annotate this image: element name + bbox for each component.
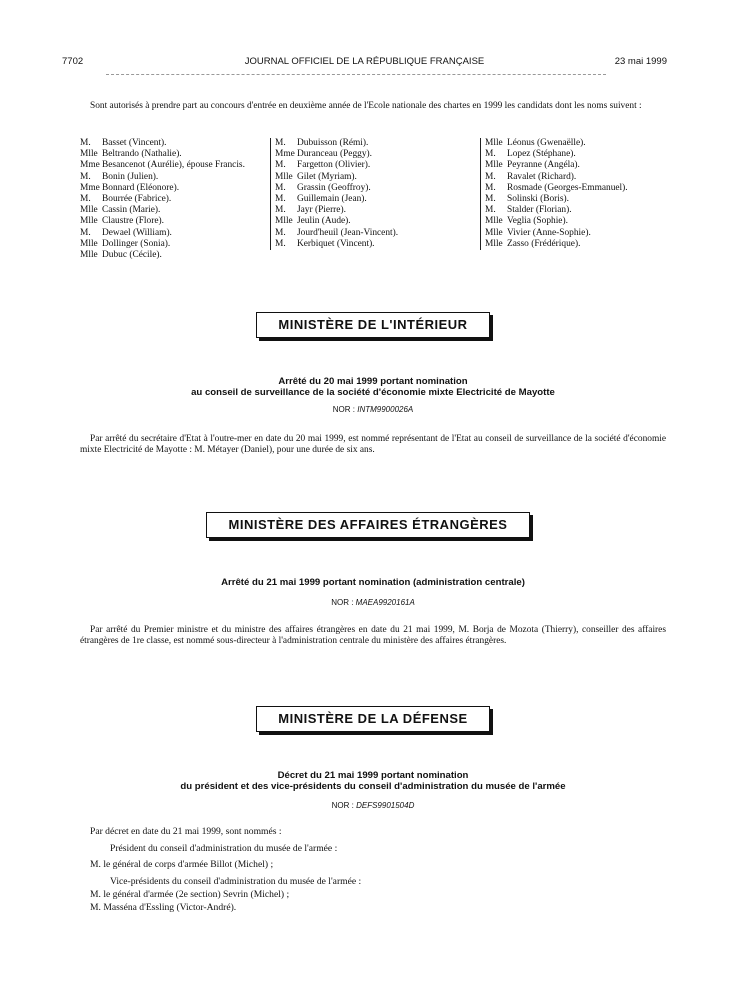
- candidate-name: Beltrando (Nathalie).: [102, 149, 182, 160]
- candidate-title: M.: [80, 194, 91, 205]
- candidate-title: Mlle: [485, 227, 503, 238]
- candidate-name: Léonus (Gwenaëlle).: [507, 138, 586, 148]
- arrete-interieur-body: Par arrêté du secrétaire d'Etat à l'outre-mer en date du 20 mai 1999, est nommé représentant de l'Etat au conseil de surveillance de la société d'économie mixte Electricité de Mayotte : M. Métayer (Daniel), pour une durée de six ans.: [80, 434, 666, 456]
- candidate-row: [485, 216, 628, 227]
- candidate-row: [485, 205, 628, 216]
- candidate-name: Kerbiquet (Vincent).: [297, 238, 375, 249]
- decret-line-2: Président du conseil d'administration du musée de l'armée :: [110, 843, 338, 854]
- arrete-interieur-title-2: au conseil de surveillance de la société d'économie mixte Electricité de Mayotte: [191, 387, 555, 398]
- candidate-row: [80, 250, 245, 261]
- candidate-title: M.: [485, 171, 496, 182]
- candidate-name: Vivier (Anne-Sophie).: [507, 227, 591, 238]
- nor-label: NOR :: [332, 405, 355, 414]
- candidate-name: Basset (Vincent).: [102, 138, 167, 148]
- candidate-title: M.: [275, 160, 286, 171]
- nor-defense: [80, 801, 666, 810]
- candidate-title: M.: [485, 182, 496, 193]
- candidate-name: Gilet (Myriam).: [297, 171, 357, 182]
- candidate-row: [275, 194, 398, 205]
- candidate-column-2: [270, 138, 398, 250]
- nor-code: INTM9900026A: [357, 405, 414, 414]
- candidate-row: [80, 216, 245, 227]
- decret-line-5: M. le général d'armée (2e section) Sevrin (Michel) ;: [90, 889, 290, 900]
- candidate-name: Jourd'heuil (Jean-Vincent).: [297, 227, 399, 238]
- candidate-name: Stalder (Florian).: [507, 205, 572, 216]
- candidate-name: Dewael (William).: [102, 227, 172, 238]
- candidate-name: Bourrée (Fabrice).: [102, 194, 172, 205]
- decret-line-3: M. le général de corps d'armée Billot (Michel) ;: [90, 859, 274, 870]
- decret-line-6: M. Masséna d'Essling (Victor-André).: [90, 902, 237, 913]
- candidate-title: Mlle: [275, 216, 293, 227]
- decret-defense-title-2: du président et des vice-présidents du conseil d'administration du musée de l'armée: [180, 781, 566, 792]
- candidate-row: [485, 149, 628, 160]
- candidate-name: Cassin (Marie).: [102, 205, 161, 216]
- candidate-title: Mlle: [80, 238, 98, 249]
- candidate-title: Mlle: [485, 138, 503, 148]
- candidate-row: [275, 216, 398, 227]
- candidate-title: Mlle: [80, 149, 98, 160]
- candidate-row: [275, 239, 398, 250]
- candidate-name: Besancenot (Aurélie), épouse Francis.: [102, 160, 245, 171]
- candidate-name: Grassin (Geoffroy).: [297, 182, 371, 193]
- candidate-row: [485, 138, 628, 149]
- candidate-row: [275, 160, 398, 171]
- candidate-title: M.: [80, 227, 91, 238]
- arrete-etrangeres-body: Par arrêté du Premier ministre et du ministre des affaires étrangères en date du 21 mai 1999, M. Borja de Mozota (Thierry), conseiller des affaires étrangères de 1re classe, est nommé sous-directeur à l'administration centrale du ministère des affaires étrangères.: [80, 625, 666, 647]
- candidate-name: Jeulin (Aude).: [297, 216, 351, 227]
- candidate-title: Mlle: [485, 238, 503, 249]
- candidate-row: [485, 194, 628, 205]
- candidate-name: Veglia (Sophie).: [507, 216, 568, 227]
- candidate-title: Mlle: [275, 171, 293, 182]
- candidate-title: Mlle: [80, 216, 98, 227]
- decret-line-4: Vice-présidents du conseil d'administration du musée de l'armée :: [110, 876, 362, 887]
- decret-defense-title-1: Décret du 21 mai 1999 portant nomination: [277, 770, 469, 781]
- candidate-title: M.: [275, 227, 286, 238]
- candidate-title: M.: [275, 205, 286, 216]
- candidate-row: [80, 205, 245, 216]
- candidate-name: Guillemain (Jean).: [297, 194, 367, 205]
- candidate-row: [275, 149, 398, 160]
- ministry-etrangeres-heading: MINISTÈRE DES AFFAIRES ÉTRANGÈRES: [206, 512, 530, 538]
- candidate-row: [485, 172, 628, 183]
- candidate-title: M.: [275, 138, 286, 148]
- candidate-title: M.: [275, 194, 286, 205]
- nor-code: DEFS9901504D: [356, 801, 415, 810]
- journal-title: JOURNAL OFFICIEL DE LA RÉPUBLIQUE FRANÇAISE: [244, 56, 485, 67]
- candidate-row: [80, 194, 245, 205]
- candidate-title: Mme: [80, 182, 100, 193]
- candidate-title: M.: [80, 138, 91, 148]
- header-rule: [106, 74, 606, 75]
- candidate-title: M.: [80, 171, 91, 182]
- candidate-row: [485, 160, 628, 171]
- candidate-title: Mlle: [485, 216, 503, 227]
- candidate-name: Dollinger (Sonia).: [102, 238, 171, 249]
- issue-date: 23 mai 1999: [614, 56, 667, 67]
- candidate-name: Rosmade (Georges-Emmanuel).: [507, 182, 628, 193]
- candidate-row: [275, 205, 398, 216]
- ministry-defense-heading: MINISTÈRE DE LA DÉFENSE: [256, 706, 490, 732]
- candidate-row: [485, 228, 628, 239]
- page-number: 7702: [62, 56, 84, 67]
- nor-label: NOR :: [331, 801, 354, 810]
- candidate-name: Dubuisson (Rémi).: [297, 138, 369, 148]
- candidate-name: Fargetton (Olivier).: [297, 160, 371, 171]
- candidate-name: Bonnard (Eléonore).: [102, 182, 180, 193]
- candidate-title: M.: [485, 149, 496, 160]
- candidate-title: Mlle: [80, 205, 98, 216]
- candidate-row: [80, 172, 245, 183]
- candidate-name: Dubuc (Cécile).: [102, 250, 162, 261]
- candidate-title: Mme: [275, 149, 295, 160]
- candidate-title: M.: [275, 182, 286, 193]
- candidate-row: [80, 228, 245, 239]
- nor-code: MAEA9920161A: [355, 598, 415, 607]
- candidate-title: M.: [485, 194, 496, 205]
- candidate-row: [275, 183, 398, 194]
- nor-etrangeres: [80, 598, 666, 607]
- candidate-column-1: [80, 138, 245, 261]
- nor-interieur: [80, 405, 666, 414]
- candidate-row: [485, 183, 628, 194]
- candidate-row: [80, 239, 245, 250]
- candidate-name: Claustre (Flore).: [102, 216, 164, 227]
- candidate-row: [275, 172, 398, 183]
- candidate-title: Mlle: [80, 250, 98, 261]
- candidate-name: Bonin (Julien).: [102, 171, 159, 182]
- candidate-name: Jayr (Pierre).: [297, 205, 346, 216]
- candidate-row: [275, 228, 398, 239]
- candidate-row: [80, 183, 245, 194]
- intro-paragraph: Sont autorisés à prendre part au concours d'entrée en deuxième année de l'Ecole nationale des chartes en 1999 les candidats dont les noms suivent :: [90, 101, 642, 111]
- candidate-row: [80, 160, 245, 171]
- candidate-name: Peyranne (Angéla).: [507, 160, 580, 171]
- candidate-name: Ravalet (Richard).: [507, 171, 577, 182]
- candidate-name: Zasso (Frédérique).: [507, 238, 581, 249]
- candidate-name: Lopez (Stéphane).: [507, 149, 576, 160]
- arrete-etrangeres-title: Arrêté du 21 mai 1999 portant nomination (administration centrale): [221, 577, 525, 588]
- candidate-column-3: [480, 138, 628, 250]
- candidate-name: Duranceau (Peggy).: [297, 149, 372, 160]
- arrete-interieur-title-1: Arrêté du 20 mai 1999 portant nomination: [278, 376, 468, 387]
- candidate-row: [80, 138, 245, 149]
- nor-label: NOR :: [331, 598, 354, 607]
- candidate-title: M.: [485, 205, 496, 216]
- ministry-interieur-heading: MINISTÈRE DE L'INTÉRIEUR: [256, 312, 490, 338]
- candidate-row: [80, 149, 245, 160]
- candidate-title: Mlle: [485, 160, 503, 171]
- candidate-row: [485, 239, 628, 250]
- candidate-title: M.: [275, 238, 286, 249]
- candidate-title: Mme: [80, 160, 100, 171]
- candidate-name: Solinski (Boris).: [507, 194, 569, 205]
- decret-line-1: Par décret en date du 21 mai 1999, sont nommés :: [90, 826, 282, 837]
- candidate-row: [275, 138, 398, 149]
